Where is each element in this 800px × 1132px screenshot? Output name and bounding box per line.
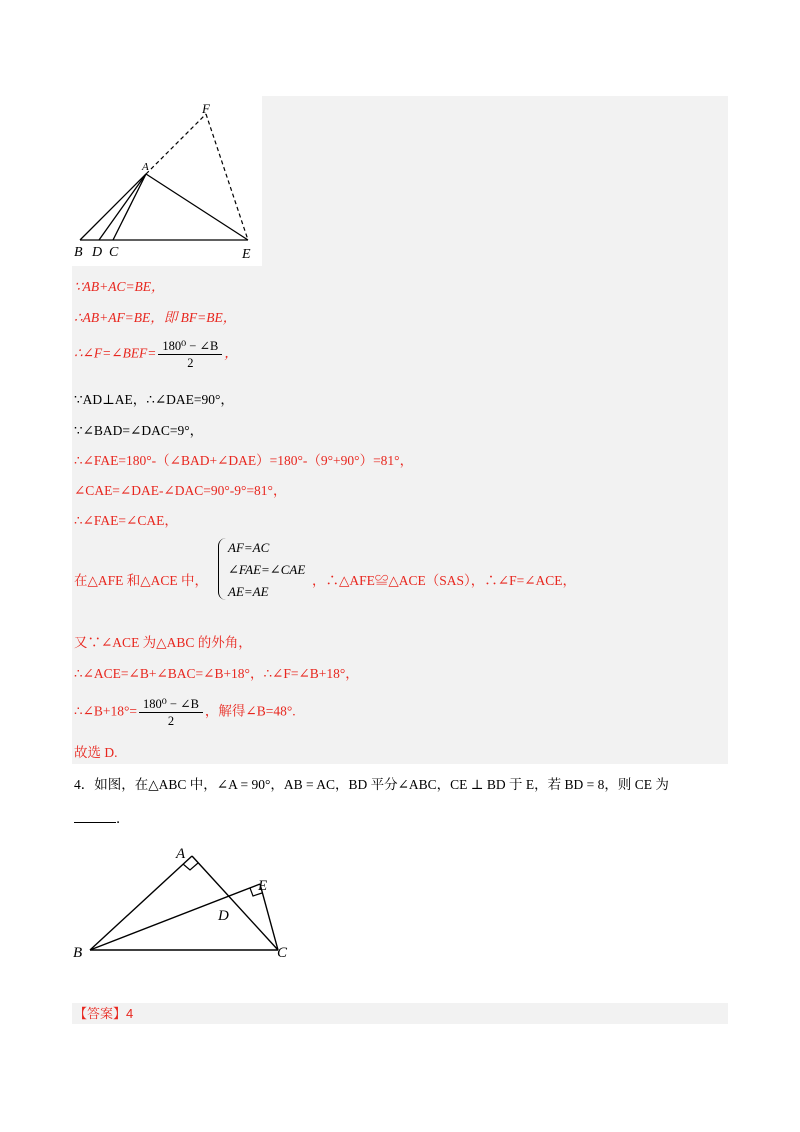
solution-line-11: ∴∠ACE=∠B+∠BAC=∠B+18°，∴∠F=∠B+18°， <box>74 666 359 681</box>
fraction-2-denominator: 2 <box>167 714 175 728</box>
solution-line-10: 又∵∠ACE 为△ABC 的外角， <box>74 635 252 650</box>
figure-triangle-abc <box>70 838 300 968</box>
answer-line <box>74 1005 133 1023</box>
system-row-1: AF=AC <box>228 540 270 555</box>
label-b: B <box>74 245 83 260</box>
fraction-1-denominator: 2 <box>187 356 194 370</box>
label-a2: A <box>176 846 186 862</box>
answer-value: 4 <box>126 1006 134 1021</box>
fraction-1-numerator: 180⁰ − ∠B <box>158 338 222 355</box>
solution-conclusion: 故选 D. <box>74 745 118 760</box>
answer-tag: 【答案】 <box>74 1006 127 1021</box>
solution-line-12 <box>74 696 296 729</box>
solution-line-6: ∴∠FAE=180°-（∠BAD+∠DAE）=180°-（9°+90°）=81°， <box>74 453 414 468</box>
question-4-period: ． <box>116 811 130 826</box>
answer-background <box>72 1003 728 1024</box>
label-f: F <box>202 101 210 116</box>
label-e2: E <box>258 878 268 894</box>
solution-line-12-tail: ，解得∠B=48°. <box>204 703 296 719</box>
solution-line-3 <box>74 338 238 371</box>
label-d: D <box>92 245 103 260</box>
fraction-1 <box>158 338 222 371</box>
question-4-text: 4．如图，在△ABC 中，∠A = 90°，AB = AC，BD 平分∠ABC，CE ⊥ BD 于 E，若 BD = 8，则 CE 为 <box>74 777 669 792</box>
fraction-2 <box>139 696 203 729</box>
label-e: E <box>242 247 251 262</box>
question-4-blank-line <box>74 810 130 828</box>
solution-line-3-tail: ， <box>224 345 238 361</box>
solution-line-1: ∵AB+AC=BE， <box>74 279 165 294</box>
label-a: A <box>142 161 149 173</box>
solution-line-3-lead: ∴∠F=∠BEF= <box>74 345 157 361</box>
label-c: C <box>109 245 119 260</box>
system-row-2: ∠FAE=∠CAE <box>228 562 306 577</box>
solution-line-8: ∴∠FAE=∠CAE， <box>74 513 178 528</box>
figure-triangle-abe <box>72 96 262 266</box>
solution-line-4: ∵AD⊥AE，∴∠DAE=90°， <box>74 392 234 407</box>
solution-line-9-lead: 在△AFE 和△ACE 中， <box>74 573 209 588</box>
solution-line-7: ∠CAE=∠DAE-∠DAC=90°-9°=81°， <box>74 483 287 498</box>
equation-brace <box>218 538 227 600</box>
fraction-2-numerator: 180⁰ − ∠B <box>139 696 203 713</box>
solution-line-12-lead: ∴∠B+18°= <box>74 703 138 719</box>
solution-line-2: ∴AB+AF=BE，即 BF=BE， <box>74 310 237 325</box>
answer-blank <box>74 822 116 823</box>
label-c2: C <box>277 945 288 961</box>
solution-line-9-tail: ，∴△AFE≌△ACE（SAS），∴∠F=∠ACE， <box>312 573 577 588</box>
label-d2: D <box>218 908 229 924</box>
label-b2: B <box>73 945 83 961</box>
solution-line-5: ∵∠BAD=∠DAC=9°， <box>74 423 204 438</box>
system-row-3: AE=AE <box>228 584 269 599</box>
